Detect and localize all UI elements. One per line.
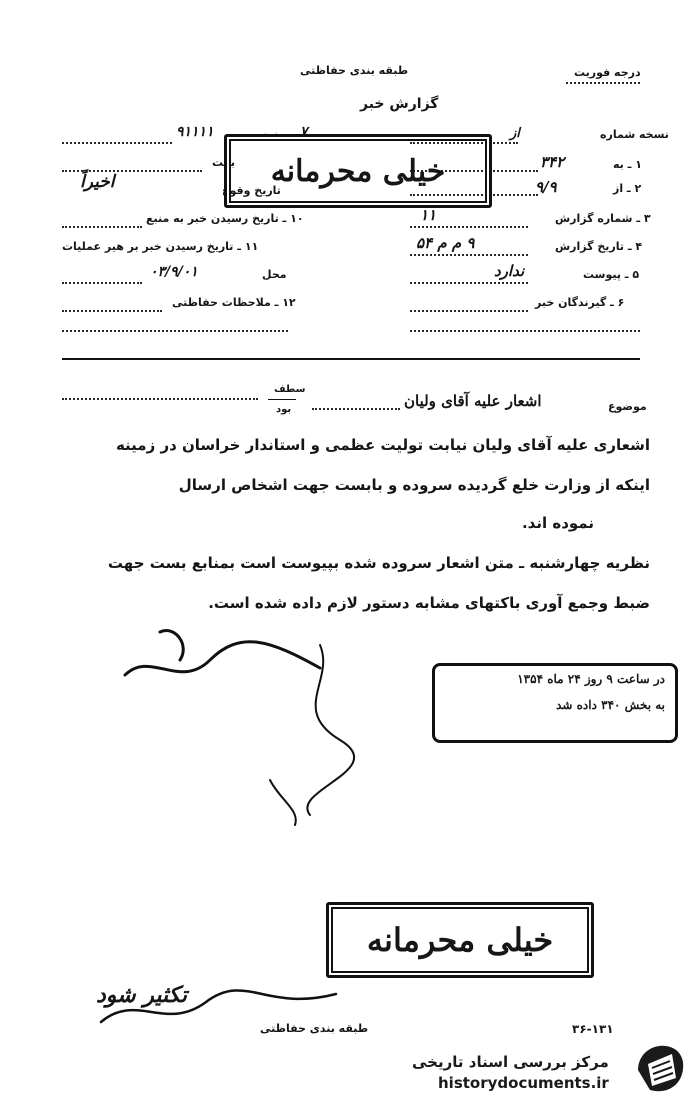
dots [410,330,640,332]
dots [62,282,142,284]
body-line-3: نموده اند. [521,514,594,532]
receipt-stamp-line-2: به بخش ۳۴۰ داده شد [556,698,665,712]
bottom-classification-stamp [326,902,594,978]
dots [62,142,172,144]
field-label-to: ۱ ـ به [613,158,642,171]
source-label: منبع [262,128,286,141]
separator-line [62,358,640,360]
field-label-copy: نسخه شماره [600,128,669,141]
field-value-copy: از [510,126,520,141]
field-11-value: ۰۳/۹/۰۱ [150,264,198,280]
field-value-from: ۹/۹ [535,178,557,196]
watermark-logo-icon [632,1040,690,1098]
dots [312,408,400,410]
field-value-report-date: ۹ م م ۵۴ [416,234,475,252]
copy-number-value: ۹۱۱۱۱ [176,124,214,140]
field-value-attachment: ندارد [494,262,525,280]
receipt-stamp [432,663,678,743]
field-value-to: ۳۴۲ [540,153,565,171]
field-value-report-number: ۱۱ [420,206,437,224]
footer-classification: طبقه بندی حفاظتی [260,1022,369,1035]
field-12-label: ۱۲ ـ ملاحظات حفاظتی [172,296,296,309]
dots [410,254,528,256]
footer-code: ۳۶-۱۳۱ [572,1022,614,1036]
dots [410,310,528,312]
dots [62,330,288,332]
dots [410,282,528,284]
source-value: ۷ [300,124,308,140]
dots [410,226,528,228]
field-11-label: ۱۱ ـ تاريخ رسيدن خبر بر هير عمليات [62,240,259,253]
urgency-label: درجه فوريت [574,66,641,79]
date-of-event-value: اخيراً [80,172,115,192]
subject-text: اشعار عليه آقای وليان [404,392,542,410]
subject-label: موضوع [608,400,647,413]
dots [62,170,202,172]
top-classification-stamp [224,134,492,208]
field-10-label: ۱۰ ـ تاريخ رسيدن خبر به منبع [146,212,304,225]
body-line-2: اينکه از وزارت خلع گرديده سروده و بابست جهت اشخاص ارسال [178,476,650,494]
footer-handwriting: تکثير شود [96,982,187,1008]
initials-scribble [250,640,370,830]
field-label-from: ۲ ـ از [613,182,642,195]
page-title: گزارش خبر [360,96,439,112]
type-label: بهت [212,156,236,169]
field-label-report-date: ۴ ـ تاريخ گزارش [555,240,643,253]
watermark-url: historydocuments.ir [438,1074,609,1092]
body-line-4: نظريه چهارشنبه ـ متن اشعار سروده شده بپيوست است بمنابع بست جهت [107,554,650,572]
date-of-event-label: تاريخ وقوع [222,184,281,197]
subject-side-top: سطف [274,384,306,395]
body-line-5: ضبط وجمع آوری باکتهای مشابه دستور لازم داده شده است. [208,594,650,612]
top-stamp-text: خيلی محرمانه [270,153,446,189]
subject-side-rule [268,399,296,400]
body-line-1: اشعاری عليه آقای وليان نيابت توليت عظمی و استاندار خراسان در زمينه [115,436,650,454]
subject-side-bottom: بود [276,404,292,415]
dots [62,310,162,312]
watermark-name: مرکز بررسی اسناد تاريخی [412,1053,609,1071]
field-label-report-number: ۳ ـ شماره گزارش [555,212,651,225]
bottom-stamp-text: خيلی محرمانه [366,921,554,959]
urgency-dots [566,82,640,84]
dots [62,226,142,228]
field-11-place-label: محل [262,268,287,281]
field-label-recipients: ۶ ـ گيرندگان خبر [535,296,625,309]
receipt-stamp-line-1: در ساعت ۹ روز ۲۴ ماه ۱۳۵۴ [517,672,665,686]
classification-top: طبقه بندی حفاظتی [300,64,409,77]
dots [62,398,258,400]
field-label-attachment: ۵ ـ پيوست [583,268,640,281]
